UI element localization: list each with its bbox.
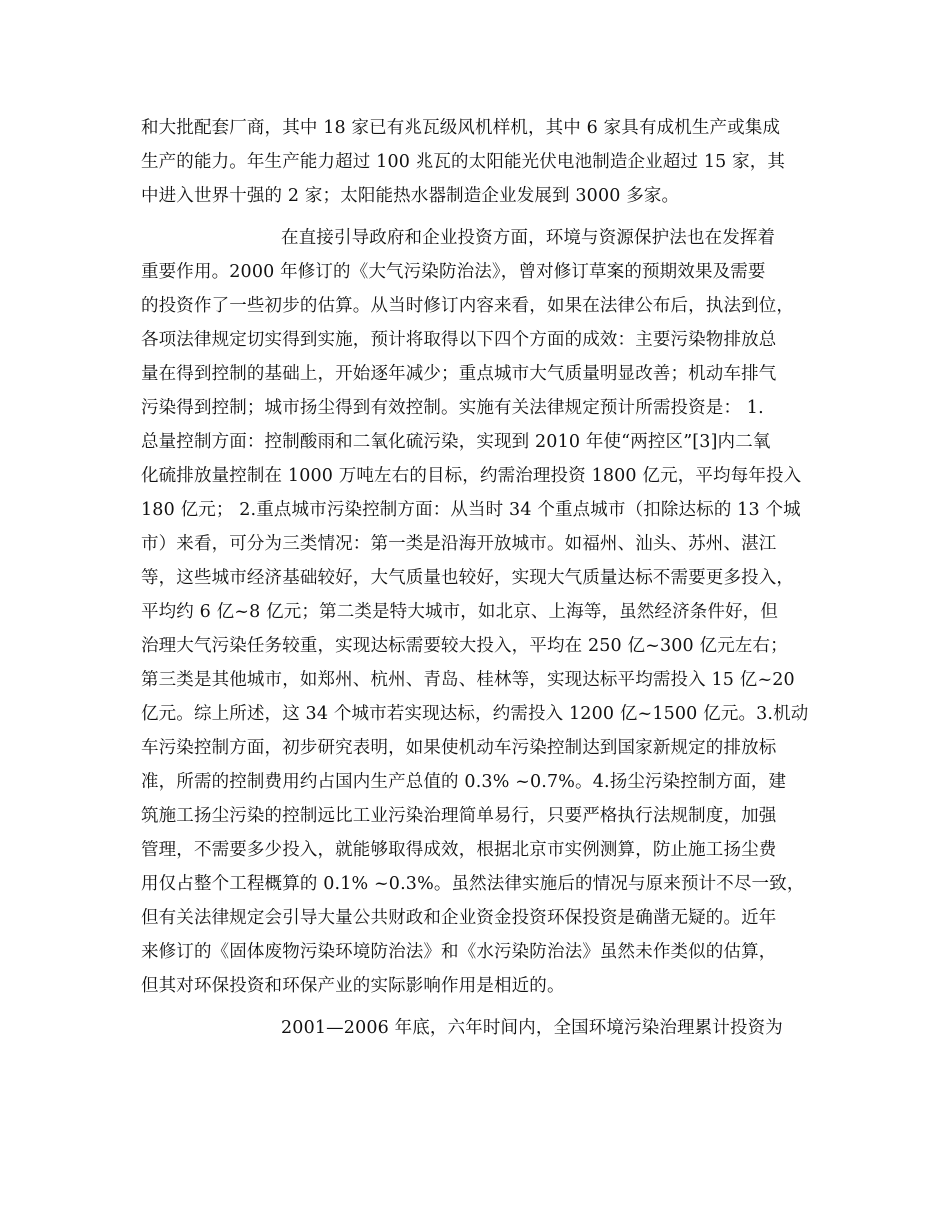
paragraph-2-line-15: 亿元。综上所述，这 34 个城市若实现达标，约需投入 1200 亿~1500 亿元。3.机动 bbox=[141, 704, 809, 724]
paragraph-1-line-1: 和大批配套厂商，其中 18 家已有兆瓦级风机样机，其中 6 家具有成机生产或集成 bbox=[141, 118, 781, 138]
paragraph-1-line-2: 生产的能力。年生产能力超过 100 兆瓦的太阳能光伏电池制造企业超过 15 家，其 bbox=[141, 152, 786, 172]
paragraph-2-line-5: 量在得到控制的基础上，开始逐年减少；重点城市大气质量明显改善；机动车排气 bbox=[141, 364, 777, 384]
paragraph-2-line-2: 重要作用。2000 年修订的《大气污染防治法》，曾对修订草案的预期效果及需要 bbox=[141, 262, 766, 282]
paragraph-2-line-4: 各项法律规定切实得到实施，预计将取得以下四个方面的成效：主要污染物排放总 bbox=[141, 330, 777, 350]
paragraph-2-line-22: 来修订的《固体废物污染环境防治法》和《水污染防治法》虽然未作类似的估算， bbox=[141, 942, 777, 962]
paragraph-2-line-1: 在直接引导政府和企业投资方面，环境与资源保护法也在发挥着 bbox=[281, 228, 776, 248]
paragraph-1-line-3: 中进入世界十强的 2 家；太阳能热水器制造企业发展到 3000 多家。 bbox=[141, 186, 680, 206]
paragraph-2-line-23: 但其对环保投资和环保产业的实际影响作用是相近的。 bbox=[141, 976, 565, 996]
paragraph-2-line-16: 车污染控制方面，初步研究表明，如果使机动车污染控制达到国家新规定的排放标 bbox=[141, 738, 777, 758]
paragraph-2-line-7: 总量控制方面：控制酸雨和二氧化硫污染，实现到 2010 年使“两控区”[3]内二氧 bbox=[141, 432, 771, 452]
paragraph-2-line-6: 污染得到控制；城市扬尘得到有效控制。实施有关法律规定预计所需投资是： 1. bbox=[141, 398, 764, 418]
paragraph-2-line-19: 管理，不需要多少投入，就能够取得成效，根据北京市实例测算，防止施工扬尘费 bbox=[141, 840, 777, 860]
paragraph-2-line-21: 但有关法律规定会引导大量公共财政和企业资金投资环保投资是确凿无疑的。近年 bbox=[141, 908, 777, 928]
paragraph-2-line-9: 180 亿元； 2.重点城市污染控制方面：从当时 34 个重点城市（扣除达标的 13 个城 bbox=[141, 500, 801, 520]
paragraph-2-line-18: 筑施工扬尘污染的控制远比工业污染治理简单易行，只要严格执行法规制度，加强 bbox=[141, 806, 777, 826]
paragraph-2-line-12: 平均约 6 亿~8 亿元；第二类是特大城市，如北京、上海等，虽然经济条件好，但 bbox=[141, 602, 778, 622]
paragraph-2-line-11: 等，这些城市经济基础较好，大气质量也较好，实现大气质量达标不需要更多投入， bbox=[141, 568, 795, 588]
paragraph-2-line-10: 市）来看，可分为三类情况：第一类是沿海开放城市。如福州、汕头、苏州、湛江 bbox=[141, 534, 777, 554]
paragraph-2-line-14: 第三类是其他城市，如郑州、杭州、青岛、桂林等，实现达标平均需投入 15 亿~20 bbox=[141, 670, 795, 690]
paragraph-2-line-20: 用仅占整个工程概算的 0.1% ~0.3%。虽然法律实施后的情况与原来预计不尽一致， bbox=[141, 874, 805, 894]
paragraph-2-line-17: 准，所需的控制费用约占国内生产总值的 0.3% ~0.7%。4.扬尘污染控制方面，建 bbox=[141, 772, 787, 792]
paragraph-2-line-3: 的投资作了一些初步的估算。从当时修订内容来看，如果在法律公布后，执法到位， bbox=[141, 296, 795, 316]
paragraph-2-line-13: 治理大气污染任务较重，实现达标需要较大投入，平均在 250 亿~300 亿元左右； bbox=[141, 636, 788, 656]
paragraph-3-line-1: 2001—2006 年底，六年时间内，全国环境污染治理累计投资为 bbox=[281, 1018, 783, 1038]
paragraph-2-line-8: 化硫排放量控制在 1000 万吨左右的目标，约需治理投资 1800 亿元，平均每年投入 bbox=[141, 466, 802, 486]
